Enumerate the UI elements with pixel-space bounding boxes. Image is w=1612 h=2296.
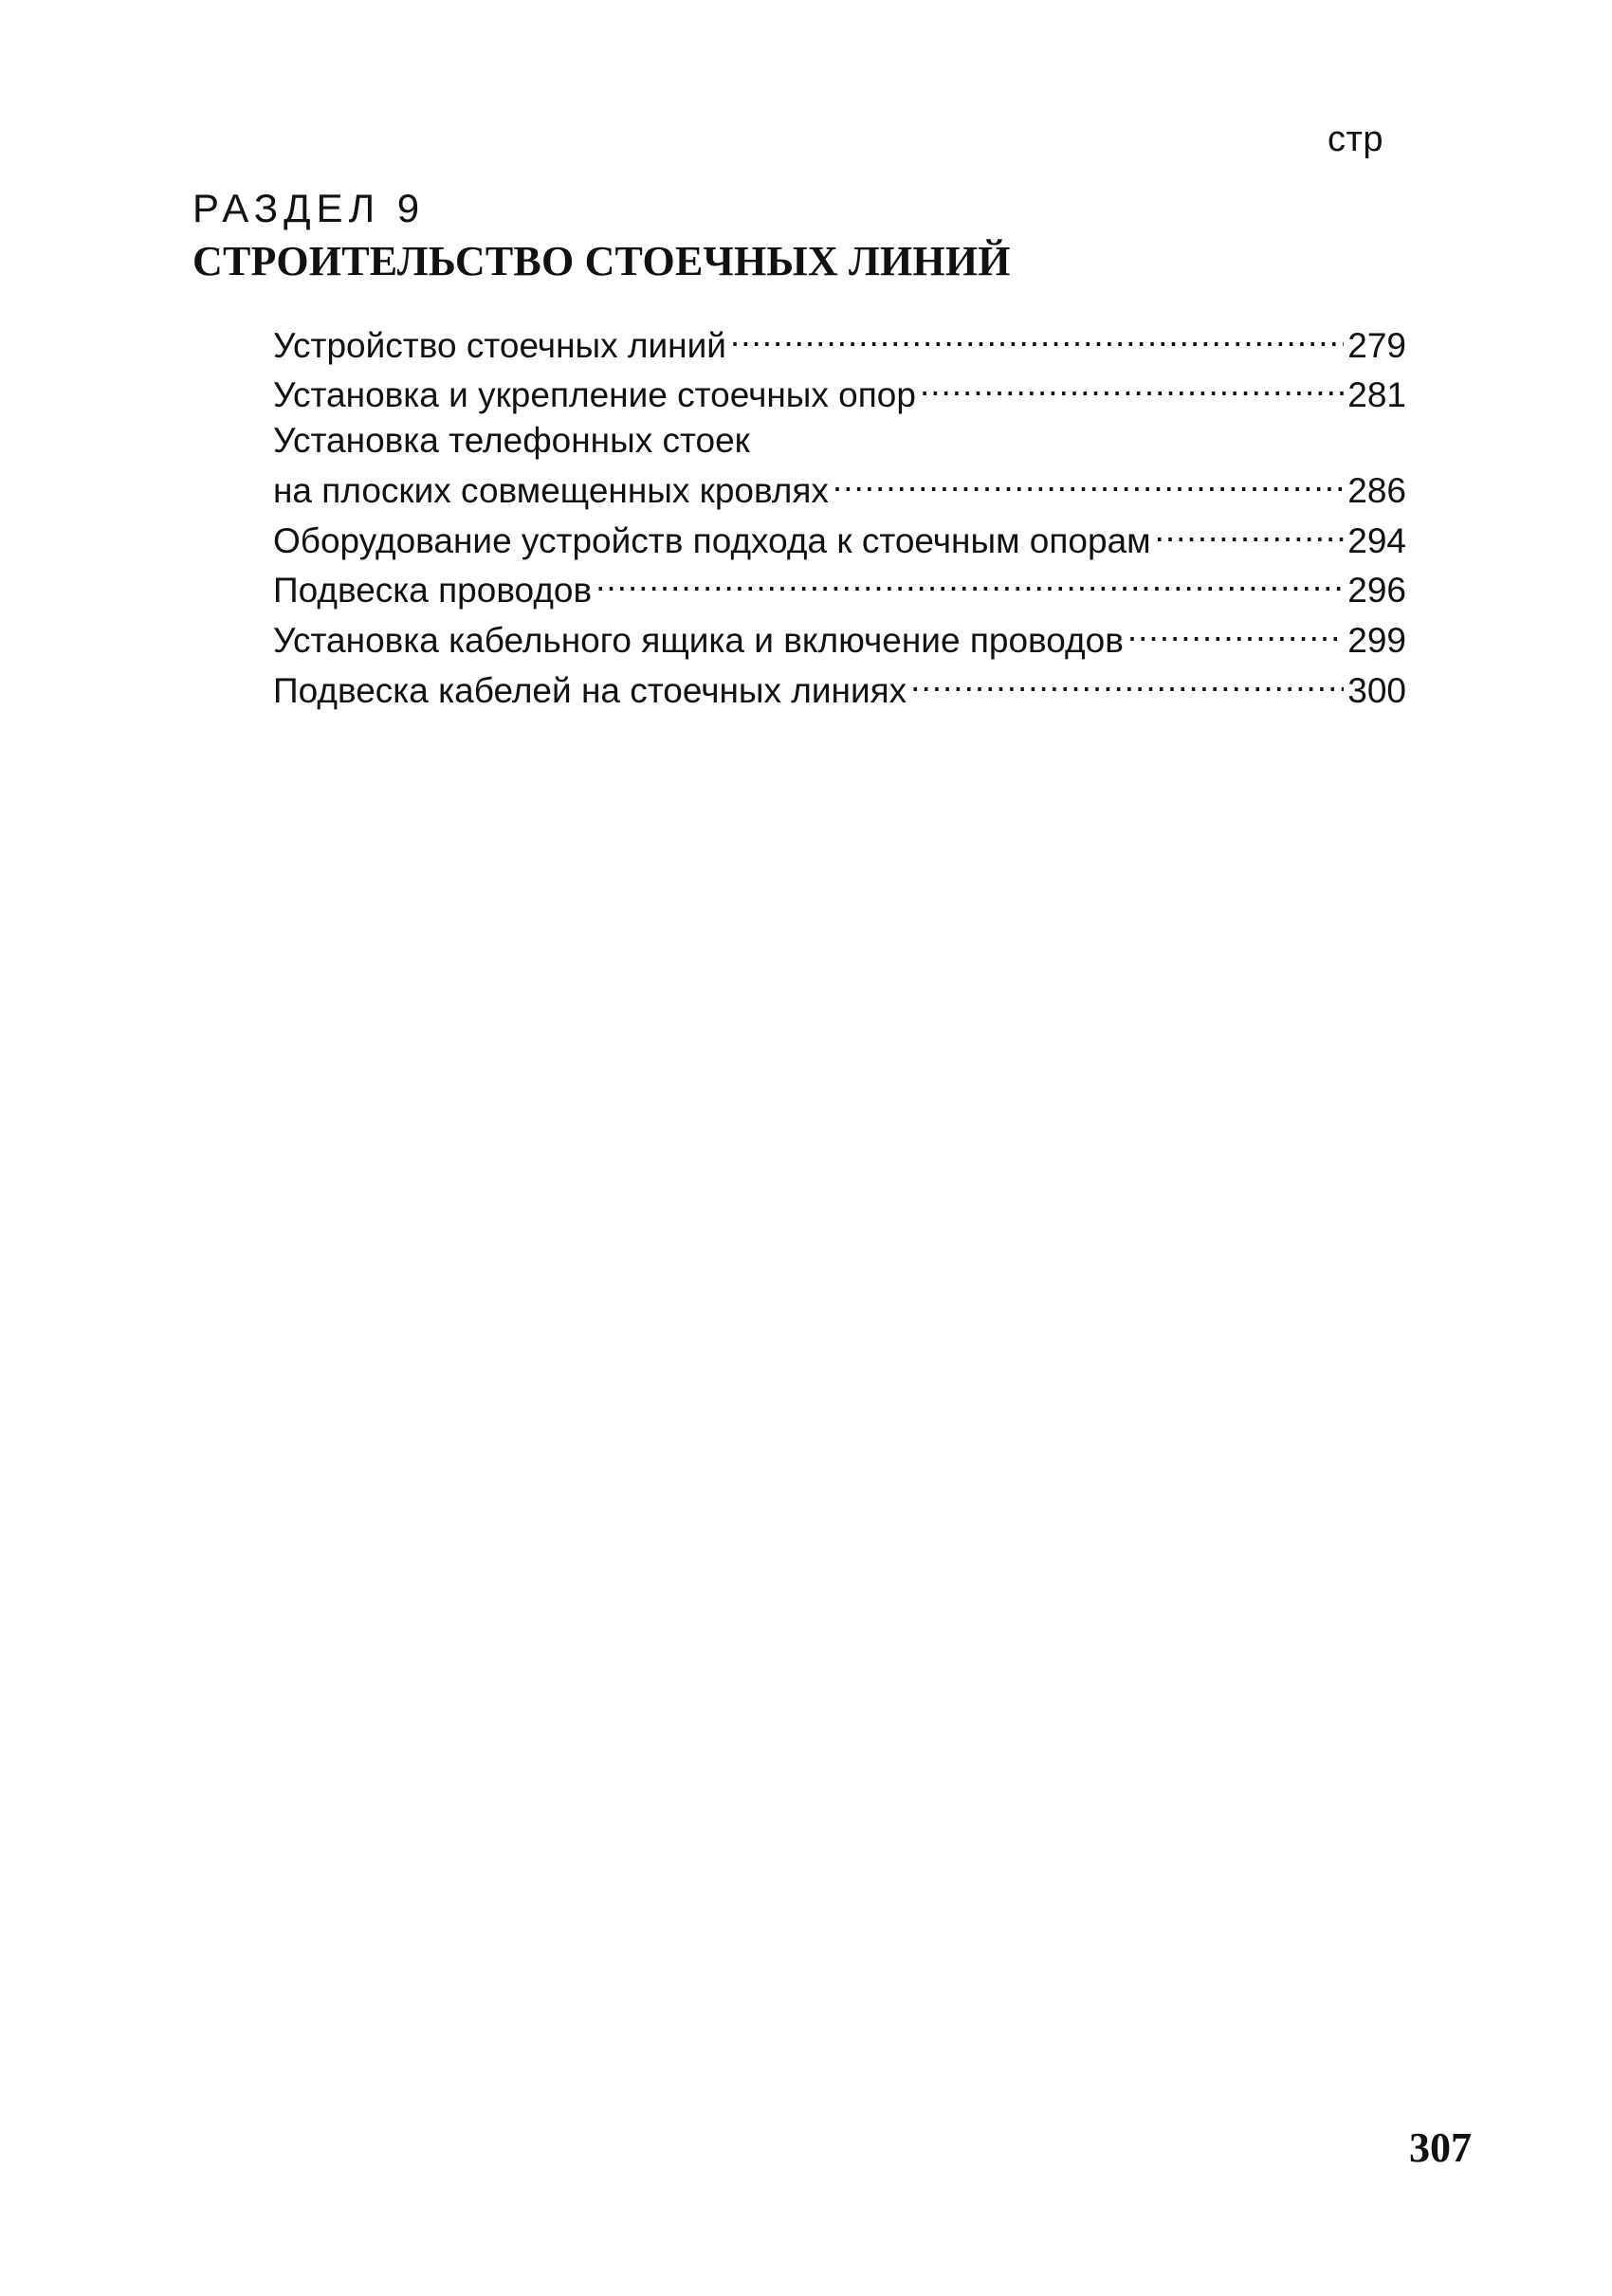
dot-leader xyxy=(829,464,1344,502)
toc-line xyxy=(273,613,1406,664)
toc-entry[interactable] xyxy=(273,319,1406,369)
dot-leader xyxy=(916,369,1344,408)
toc-entry-title-line1: Установка телефонных стоек xyxy=(273,421,750,461)
toc-entry-title: Подвеска кабелей на стоечных линиях xyxy=(273,670,907,710)
toc-entry[interactable] xyxy=(273,418,1406,514)
toc-entry-title: Установка и укрепление стоечных опор xyxy=(273,375,916,415)
dot-leader xyxy=(592,564,1344,603)
toc-entry[interactable] xyxy=(273,564,1406,614)
dot-leader xyxy=(1124,613,1344,652)
section-title: СТРОИТЕЛЬСТВО СТОЕЧНЫХ ЛИНИЙ xyxy=(192,238,1011,284)
toc-line xyxy=(273,319,1406,369)
toc-entry-title: Оборудование устройств подхода к стоечным опорам xyxy=(273,520,1151,560)
dot-leader xyxy=(726,319,1344,357)
toc-entry-title: Устройство стоечных линий xyxy=(273,325,726,365)
toc-entry-page: 279 xyxy=(1347,325,1406,365)
section-label: РАЗДЕЛ 9 xyxy=(192,186,426,230)
toc-entry-title: на плоских совмещенных кровлях xyxy=(273,471,829,511)
toc-line xyxy=(273,464,1406,514)
toc-entry[interactable] xyxy=(273,613,1406,664)
toc-entry-title: Установка кабельного ящика и включение проводов xyxy=(273,621,1124,661)
toc-line xyxy=(273,514,1406,564)
toc-entry-page: 281 xyxy=(1347,375,1406,415)
dot-leader xyxy=(907,664,1344,702)
toc-entry[interactable] xyxy=(273,369,1406,419)
toc-entry-page: 286 xyxy=(1347,471,1406,511)
toc-entry-page: 300 xyxy=(1347,670,1406,710)
page-column-label: стр xyxy=(1328,119,1384,159)
toc-entry-title: Подвеска проводов xyxy=(273,571,593,610)
toc-line xyxy=(273,664,1406,714)
toc-entry-page: 294 xyxy=(1347,520,1406,560)
page-number: 307 xyxy=(1409,2124,1472,2171)
toc-entry-page: 296 xyxy=(1347,571,1406,610)
toc-entry[interactable] xyxy=(273,664,1406,714)
toc-line xyxy=(273,369,1406,419)
dot-leader xyxy=(1151,514,1345,553)
table-of-contents xyxy=(273,319,1406,714)
toc-line xyxy=(273,564,1406,614)
toc-entry[interactable] xyxy=(273,514,1406,564)
toc-entry-page: 299 xyxy=(1347,621,1406,661)
